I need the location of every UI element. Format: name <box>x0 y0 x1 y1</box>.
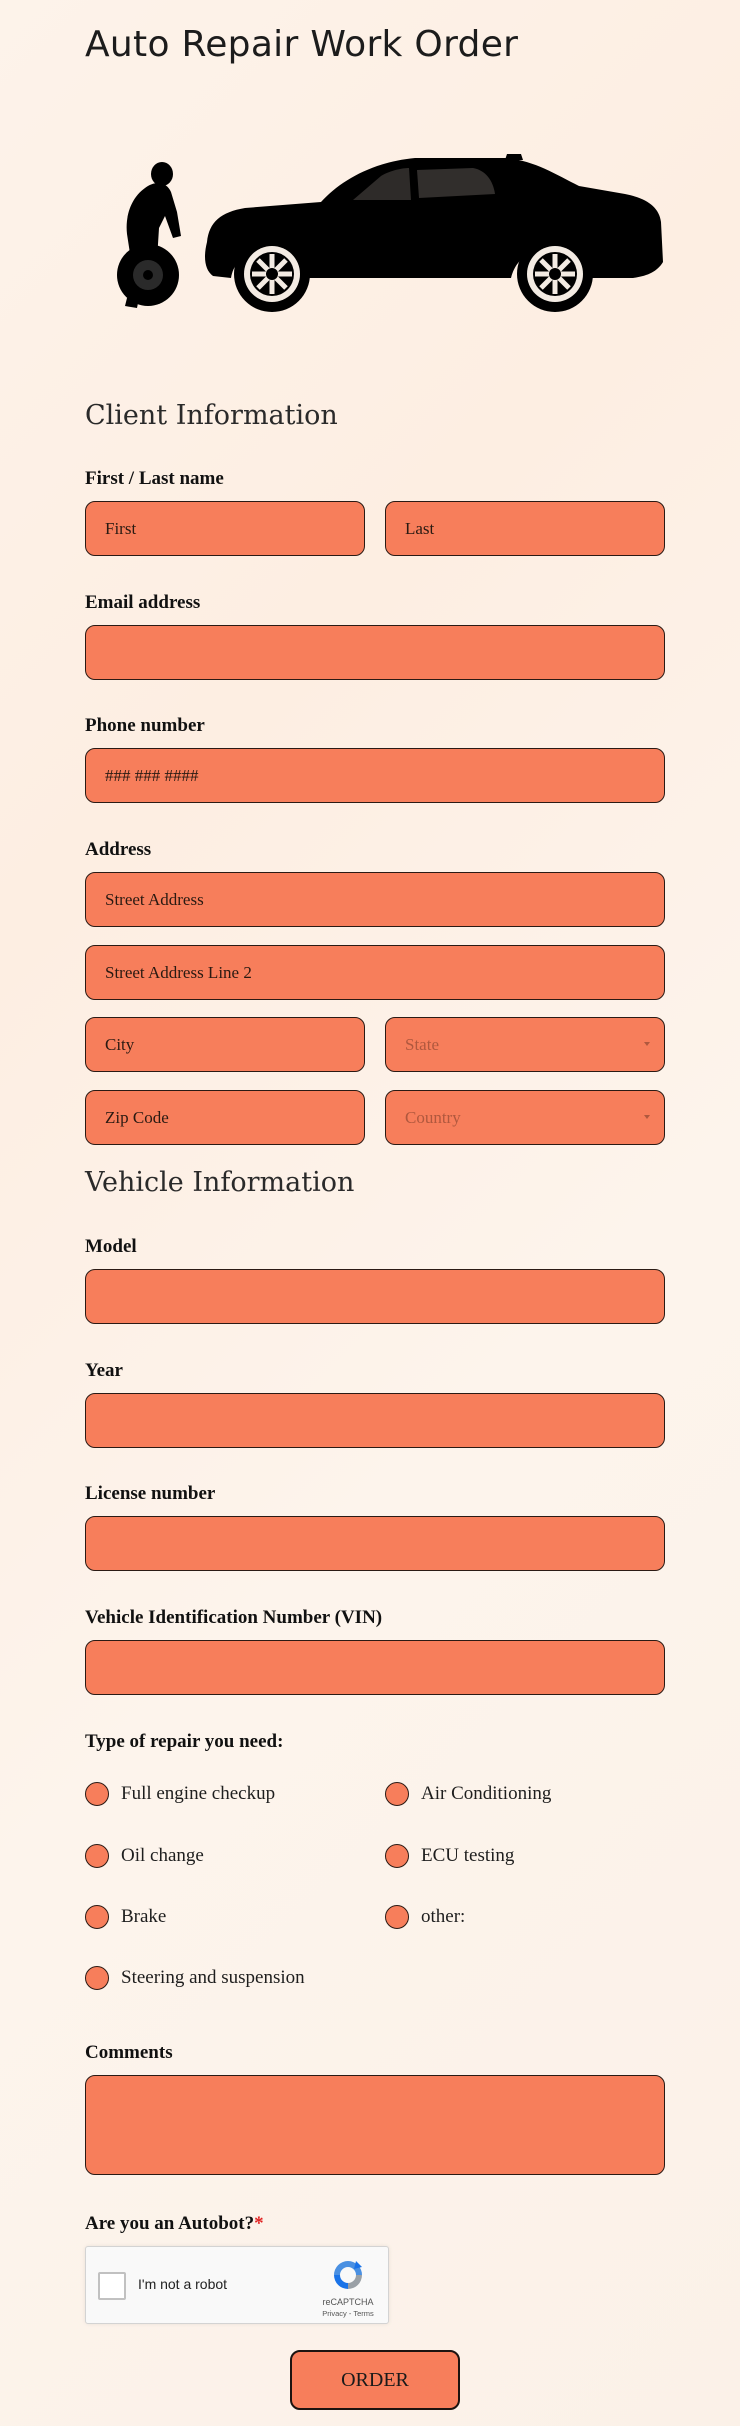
country-select[interactable] <box>385 1090 665 1145</box>
phone-label: Phone number <box>85 715 205 736</box>
radio-button[interactable] <box>385 1844 409 1868</box>
last-name-input[interactable]: Last <box>385 501 665 556</box>
radio-button[interactable] <box>85 1844 109 1868</box>
tire-silhouette <box>117 244 179 306</box>
car-silhouette <box>205 154 663 312</box>
street-address-line2-input[interactable]: Street Address Line 2 <box>85 945 665 1000</box>
phone-input[interactable]: ### ### #### <box>85 748 665 803</box>
recaptcha-icon <box>326 2257 370 2293</box>
client-info-heading: Client Information <box>85 400 338 431</box>
repair-option[interactable] <box>85 1905 166 1929</box>
captcha-label-text: Are you an Autobot? <box>85 2213 255 2234</box>
repair-option-label: Full engine checkup <box>121 1783 276 1804</box>
repair-option[interactable] <box>85 1782 275 1806</box>
license-number-input[interactable] <box>85 1516 665 1571</box>
car-mechanic-illustration <box>85 150 665 320</box>
license-label: License number <box>85 1483 216 1504</box>
vehicle-info-heading: Vehicle Information <box>85 1167 355 1198</box>
recaptcha-checkbox[interactable] <box>98 2272 126 2300</box>
comments-textarea[interactable] <box>85 2075 665 2175</box>
radio-button[interactable] <box>385 1905 409 1929</box>
order-button[interactable]: ORDER <box>290 2350 460 2410</box>
chevron-down-icon <box>644 1115 650 1119</box>
repair-option[interactable] <box>85 1966 305 1990</box>
comments-label: Comments <box>85 2042 173 2063</box>
repair-option[interactable] <box>385 1782 551 1806</box>
address-label: Address <box>85 839 152 860</box>
name-label: First / Last name <box>85 468 224 489</box>
captcha-label <box>85 2213 264 2235</box>
recaptcha-brand: reCAPTCHA <box>322 2297 374 2307</box>
model-label: Model <box>85 1236 137 1257</box>
recaptcha-terms-link[interactable]: Privacy - Terms <box>322 2309 374 2318</box>
repair-option-label: ECU testing <box>421 1845 515 1866</box>
repair-option-label: Oil change <box>121 1845 204 1866</box>
radio-button[interactable] <box>85 1905 109 1929</box>
repair-option-label: other: <box>421 1906 466 1927</box>
recaptcha-widget <box>85 2246 389 2324</box>
vin-label: Vehicle Identification Number (VIN) <box>85 1607 383 1628</box>
state-select-value: State <box>405 1034 439 1054</box>
state-select[interactable] <box>385 1017 665 1072</box>
repair-option[interactable] <box>385 1905 465 1929</box>
city-input[interactable]: City <box>85 1017 365 1072</box>
country-select-value: Country <box>405 1107 461 1127</box>
first-name-input[interactable]: First <box>85 501 365 556</box>
year-input[interactable] <box>85 1393 665 1448</box>
email-input[interactable] <box>85 625 665 680</box>
email-label: Email address <box>85 592 201 613</box>
year-label: Year <box>85 1360 123 1381</box>
required-mark: * <box>254 2213 264 2234</box>
repair-option-label: Brake <box>121 1906 167 1927</box>
street-address-input[interactable]: Street Address <box>85 872 665 927</box>
repair-option-label: Air Conditioning <box>421 1783 552 1804</box>
radio-button[interactable] <box>85 1782 109 1806</box>
radio-button[interactable] <box>385 1782 409 1806</box>
repair-option[interactable] <box>85 1844 204 1868</box>
repair-type-label: Type of repair you need: <box>85 1731 284 1752</box>
repair-option-label: Steering and suspension <box>121 1967 305 1988</box>
vin-input[interactable] <box>85 1640 665 1695</box>
page-title: Auto Repair Work Order <box>85 24 519 65</box>
radio-button[interactable] <box>85 1966 109 1990</box>
model-input[interactable] <box>85 1269 665 1324</box>
chevron-down-icon <box>644 1042 650 1046</box>
recaptcha-text: I'm not a robot <box>138 2276 228 2292</box>
repair-option[interactable] <box>385 1844 514 1868</box>
zip-code-input[interactable]: Zip Code <box>85 1090 365 1145</box>
